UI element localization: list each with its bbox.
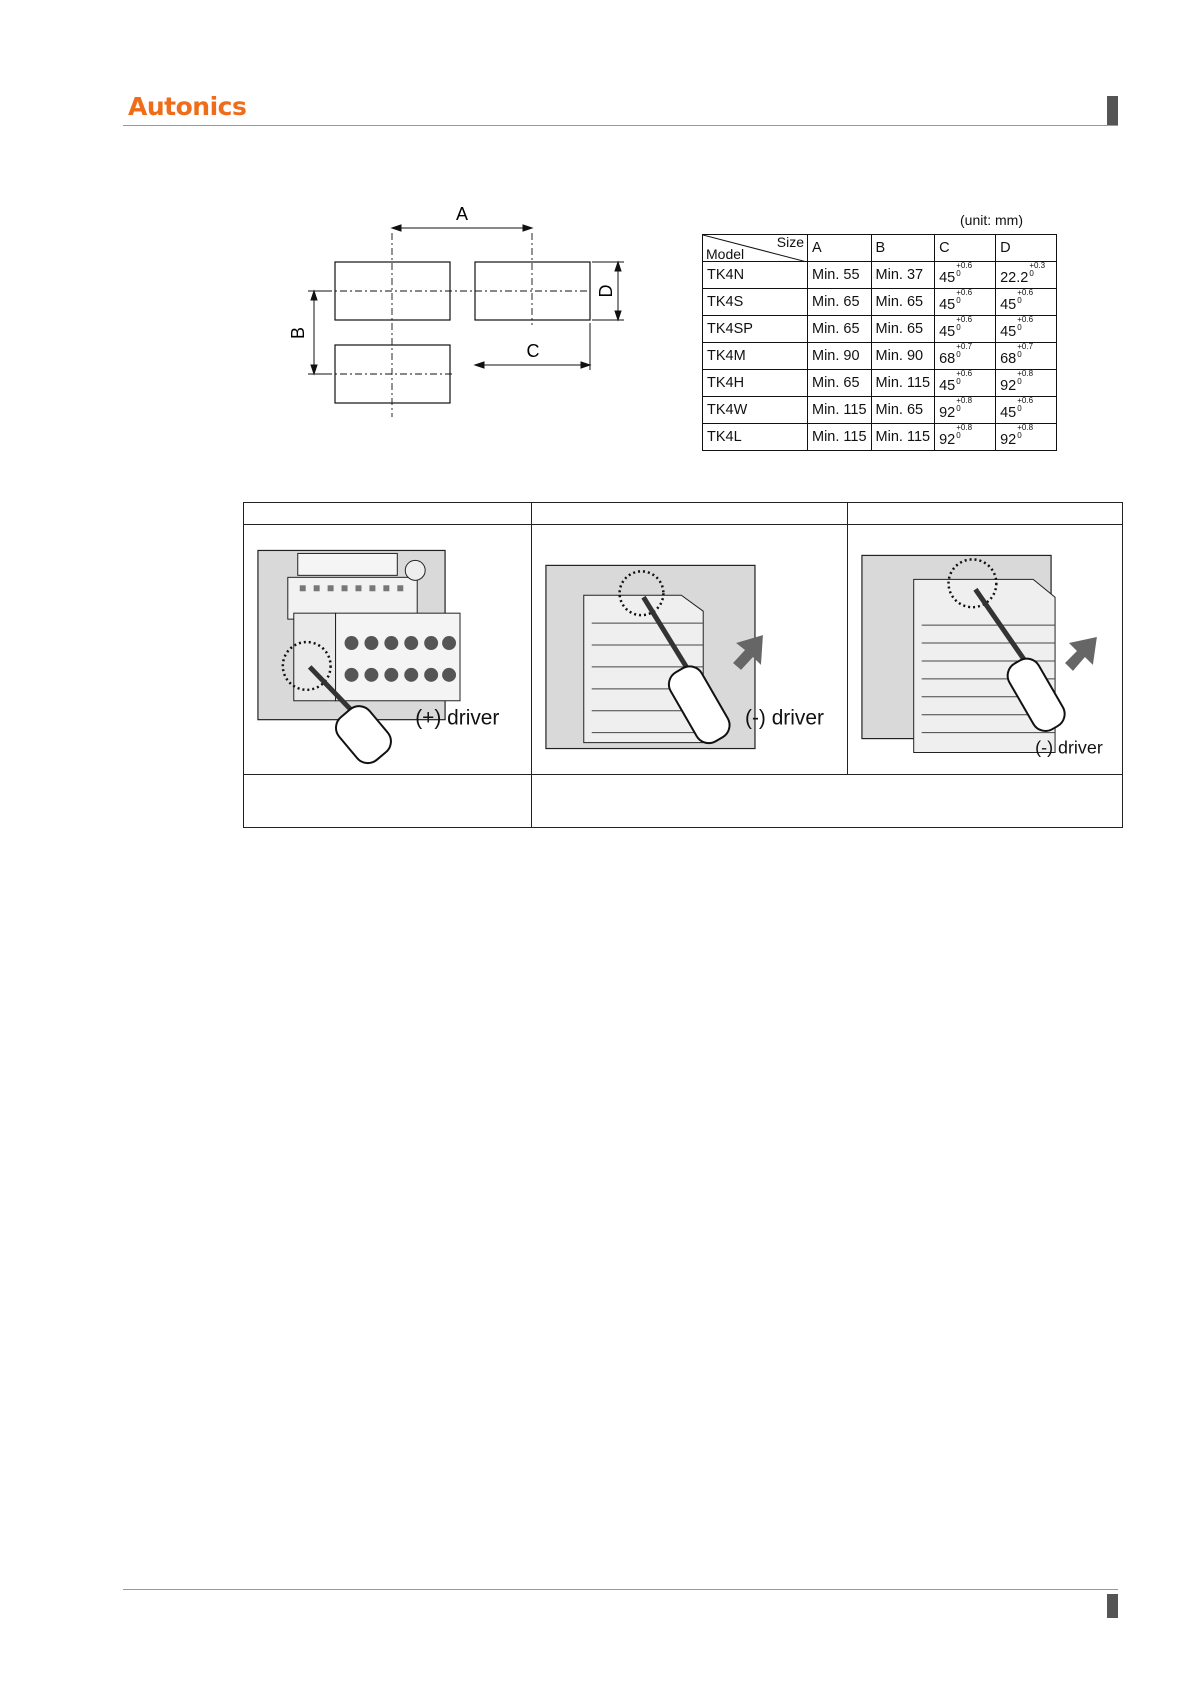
size-c-cell [935,262,996,289]
tolerance-lower: 0 [1017,323,1022,332]
size-b-cell-value: Min. 90 [875,348,924,364]
size-d-cell-value: 45 [1000,297,1017,313]
plus-driver-caption: (+) driver [415,706,500,730]
tolerance [956,397,972,413]
size-b-cell-value: Min. 37 [875,267,924,283]
header-rule [123,125,1118,126]
model-cell-value: TK4W [707,402,748,418]
column-header-b: B [871,235,935,262]
tolerance-upper: +0.6 [956,369,973,378]
tolerance-upper: +0.6 [956,288,973,297]
tolerance-upper: +0.6 [1017,315,1034,324]
size-b-cell-value: Min. 115 [875,375,931,391]
install-header-cell-1 [244,503,532,525]
model-cell [703,343,808,370]
install-picture-cell-1 [244,525,532,775]
size-c-cell-value: 92 [939,432,956,448]
size-d-cell [996,370,1057,397]
size-d-cell-value: 45 [1000,324,1017,340]
size-a-cell-value: Min. 115 [812,402,867,418]
tolerance-upper: +0.6 [1017,288,1034,297]
size-c-cell-value: 45 [939,378,956,394]
minus-driver-caption-2: (-) driver [1035,737,1104,758]
install-header-cell-2 [531,503,848,525]
model-cell [703,289,808,316]
tolerance [1017,397,1033,413]
tolerance-lower: 0 [1029,269,1034,278]
tolerance-upper: +0.6 [956,315,973,324]
size-b-cell-value: Min. 65 [875,321,924,337]
tolerance-lower: 0 [1017,431,1022,440]
tolerance-upper: +0.6 [1017,396,1034,405]
size-a-cell-value: Min. 55 [812,267,860,283]
dimension-label-d: D [596,284,616,298]
size-c-cell-value: 45 [939,297,956,313]
tolerance-upper: +0.3 [1029,261,1046,270]
size-d-cell [996,316,1057,343]
size-c-cell-value: 92 [939,405,956,421]
column-header-c: C [935,235,996,262]
install-picture-cell-3 [848,525,1123,775]
tolerance-lower: 0 [1017,377,1022,386]
size-b-cell [871,343,935,370]
size-c-cell-value: 45 [939,324,956,340]
tolerance-lower: 0 [956,350,961,359]
tolerance-upper: +0.8 [956,423,973,432]
model-cell-value: TK4S [707,294,744,310]
model-cell [703,370,808,397]
table-row [703,424,1057,451]
tolerance-lower: 0 [956,377,961,386]
size-a-cell [808,397,872,424]
size-a-cell [808,262,872,289]
footer-tab-marker [1107,1594,1118,1618]
tolerance [956,424,972,440]
tolerance [1017,343,1033,359]
size-a-cell [808,316,872,343]
size-d-cell-value: 92 [1000,432,1017,448]
minus-driver-illustration-2 [848,525,1122,774]
tolerance [1029,262,1045,278]
size-c-cell [935,397,996,424]
column-header-a: A [808,235,872,262]
column-header-d: D [996,235,1057,262]
model-cell-value: TK4M [707,348,746,364]
install-picture-row [244,525,1123,775]
size-d-cell-value: 68 [1000,351,1017,367]
size-d-cell-value: 45 [1000,405,1017,421]
size-a-cell [808,370,872,397]
size-b-cell [871,370,935,397]
model-cell-value: TK4SP [707,321,753,337]
install-notes-row [244,775,1123,828]
tolerance [956,262,972,278]
dimension-label-b: B [288,326,308,340]
size-a-cell-value: Min. 65 [812,294,860,310]
size-c-cell-value: 45 [939,270,956,286]
size-a-cell-value: Min. 90 [812,348,860,364]
size-c-cell [935,289,996,316]
dimension-label-c: C [526,341,540,361]
tolerance [956,370,972,386]
install-note-cell-1 [244,775,532,828]
size-a-cell-value: Min. 65 [812,375,860,391]
tolerance-upper: +0.6 [956,261,973,270]
unit-label: (unit: mm) [960,212,1023,228]
size-b-cell [871,262,935,289]
table-header-row [703,235,1057,262]
table-row [703,343,1057,370]
tolerance [956,316,972,332]
dimension-label-a: A [455,204,469,224]
tolerance-upper: +0.8 [1017,423,1034,432]
tolerance-upper: +0.8 [956,396,973,405]
size-d-cell [996,289,1057,316]
autonics-logo: Autonics [128,92,247,121]
model-cell [703,424,808,451]
size-d-cell [996,424,1057,451]
minus-driver-caption-1: (-) driver [744,706,824,730]
tolerance [1017,370,1033,386]
install-note-cell-2 [531,775,1122,828]
tolerance [1017,424,1033,440]
tolerance-lower: 0 [956,404,961,413]
install-header-row [244,503,1123,525]
size-a-cell-value: Min. 65 [812,321,860,337]
tolerance-lower: 0 [1017,404,1022,413]
install-picture-cell-2 [531,525,848,775]
footer-rule [123,1589,1118,1590]
size-c-cell-value: 68 [939,351,956,367]
model-cell-value: TK4L [707,429,742,445]
tolerance-lower: 0 [1017,296,1022,305]
table-row [703,262,1057,289]
minus-driver-illustration-1 [532,525,848,774]
tolerance-lower: 0 [956,431,961,440]
size-d-cell-value: 22.2 [1000,270,1029,286]
tolerance-lower: 0 [956,296,961,305]
model-cell [703,316,808,343]
corner-header-cell [703,235,808,262]
tolerance-upper: +0.8 [1017,369,1034,378]
plus-driver-illustration [244,525,531,774]
tolerance [956,343,972,359]
corner-size-label: Size [776,234,804,250]
size-a-cell [808,343,872,370]
size-d-cell [996,262,1057,289]
table-row [703,397,1057,424]
model-cell [703,397,808,424]
tolerance-lower: 0 [1017,350,1022,359]
size-b-cell [871,316,935,343]
size-b-cell [871,424,935,451]
size-d-cell [996,397,1057,424]
tolerance-upper: +0.7 [1017,342,1034,351]
size-b-cell-value: Min. 65 [875,402,924,418]
size-b-cell-value: Min. 115 [875,429,931,445]
size-c-cell [935,424,996,451]
size-d-cell-value: 92 [1000,378,1017,394]
panel-cutout-diagram [270,195,630,420]
model-cell-value: TK4N [707,267,745,283]
tolerance [1017,316,1033,332]
table-row [703,370,1057,397]
corner-model-label: Model [706,246,745,262]
size-c-cell [935,316,996,343]
size-c-cell [935,370,996,397]
tolerance-upper: +0.7 [956,342,973,351]
tolerance [1017,289,1033,305]
model-cell-value: TK4H [707,375,745,391]
table-row [703,289,1057,316]
size-a-cell [808,424,872,451]
size-a-cell-value: Min. 115 [812,429,867,445]
model-cell [703,262,808,289]
size-b-cell-value: Min. 65 [875,294,924,310]
cutout-size-table [702,234,1057,451]
size-b-cell [871,289,935,316]
tolerance-lower: 0 [956,269,961,278]
table-row [703,316,1057,343]
install-header-cell-3 [848,503,1123,525]
size-d-cell [996,343,1057,370]
size-b-cell [871,397,935,424]
installation-method-table [243,502,1123,828]
header-tab-marker [1107,96,1118,125]
size-c-cell [935,343,996,370]
size-table-body [703,262,1057,451]
size-a-cell [808,289,872,316]
tolerance [956,289,972,305]
tolerance-lower: 0 [956,323,961,332]
